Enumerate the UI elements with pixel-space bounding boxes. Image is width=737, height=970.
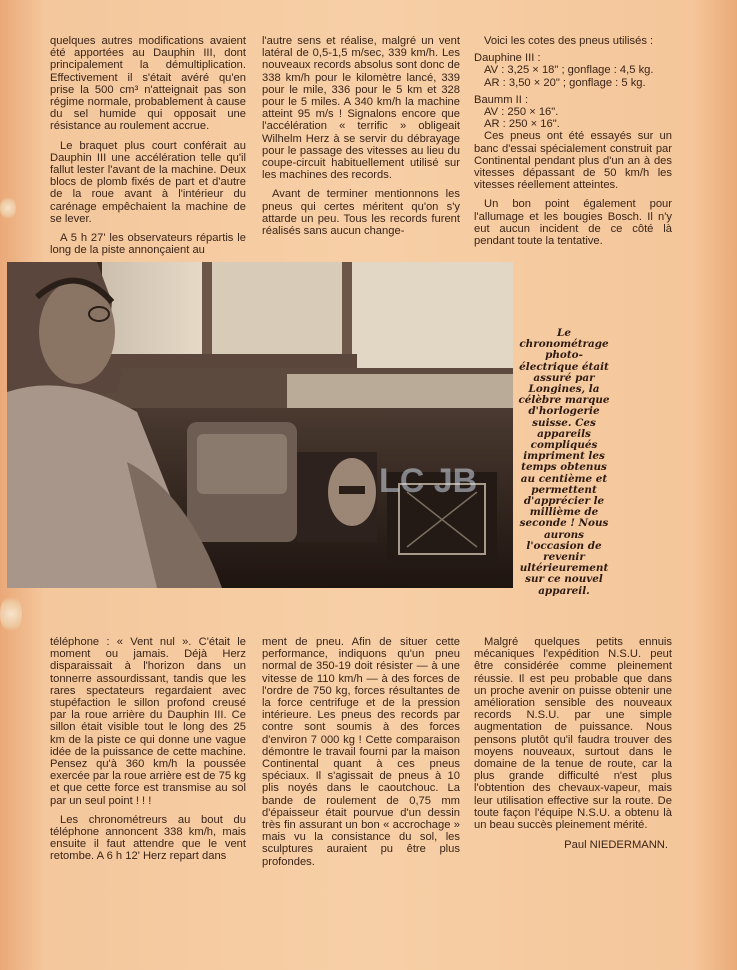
paragraph: Un bon point également pour l'allumage et les bougies Bosch. Il n'y eut aucun incident de ce côté là pendant toute la tentative. bbox=[474, 198, 672, 248]
article-column-2-top bbox=[262, 35, 460, 244]
tire-spec-line: AR : 250 × 16". bbox=[484, 118, 560, 131]
article-column-1-bottom bbox=[50, 636, 246, 870]
tire-spec-line: AV : 250 × 16". bbox=[484, 106, 559, 119]
tire-model-label: Dauphine III : bbox=[474, 52, 541, 65]
tire-spec-line: AV : 3,25 × 18" ; gonflage : 4,5 kg. bbox=[484, 64, 654, 77]
author-signature: Paul NIEDERMANN. bbox=[564, 839, 668, 852]
photo-caption: Le chronométrage photo-électrique était assuré par Longines, la célèbre marque d'horlogerie suisse. Ces appareils compliqués impriment les temps obtenus au centième et permettent d'apprécier le millième de seconde ! Nous aurons l'occasion de revenir ultérieurement sur ce nouvel appareil. bbox=[518, 327, 610, 597]
paragraph: Les chronométreurs au bout du téléphone annoncent 338 km/h, mais ensuite il faut attendre que le vent retombe. A 6 h 12' Herz repart dans bbox=[50, 813, 246, 863]
paragraph: ment de pneu. Afin de situer cette performance, indiquons qu'un pneu normal de 350-19 doit résister — à une vitesse de 110 km/h — à des forces de l'ordre de 750 kg, forces résultantes de la force centrifuge et de la pression intérieure. Les pneus des records par contre sont soumis à des forces d'environ 7 000 kg ! Cette comparaison démontre le travail fourni par la maison Continental quant à ces pneus spéciaux. Il s'agissait de pneus à 10 plis noyés dans le caoutchouc. La bande de roulement de 0,75 mm d'épaisseur était pourvue d'un dessin très fin assurant un bon « accrochage » mais vu la consistance du sol, les sculptures auraient pu être plus profondes. bbox=[262, 636, 460, 868]
paragraph: l'autre sens et réalise, malgré un vent latéral de 0,5-1,5 m/sec, 339 km/h. Les nouveaux records absolus sont donc de 338 km/h pour le kilomètre lancé, 339 pour le mile, 336 pour le 5 km et 328 pour le 5 miles. A 340 km/h la machine atteint 95 m/s ! Signalons encore que l'accélération « terrific » obligeait Wilhelm Herz à se servir du débrayage pour le passage des vitesses au lieu du coupe-circuit habituellement utilisé sur les machines des records. bbox=[262, 35, 460, 182]
timing-equipment-photo bbox=[7, 262, 513, 588]
paragraph: Malgré quelques petits ennuis mécaniques l'expédition N.S.U. peut être considérée comme pleinement réussie. Il est peu probable que dans un proche avenir on puisse obtenir une amélioration sensible des nouveaux records N.S.U. par une simple augmentation de puissance. Nous pensons plutôt qu'il faudra trouver des moyens nouveaux, surtout dans le domaine de la tenue de route, car la plus grande difficulté n'est plus l'obtention des chevaux-vapeur, mais leur utilisation effective sur la route. De toute façon l'équipe N.S.U. a obtenu là un beau succès pleinement mérité. bbox=[474, 636, 672, 832]
photo-illustration bbox=[7, 262, 513, 588]
watermark: LC JB bbox=[379, 462, 478, 500]
article-column-3-bottom bbox=[474, 636, 672, 851]
punch-hole bbox=[0, 196, 16, 220]
tire-model-label: Baumm II : bbox=[474, 93, 529, 106]
paragraph: téléphone : « Vent nul ». C'était le moment ou jamais. Déjà Herz disparaissait à l'horizon dans un tonnerre assourdissant, tandis que les rares spectateurs regardaient avec stupéfaction le sillon profond creusé par la roue arrière du Dauphin III. Ce sillon était visible tout le long des 25 km de la piste ce qui donne une vague idée de la puissance de cette machine. Pensez qu'à 360 km/h la poussée exercée par la roue arrière est de 75 kg et que cette force est transmise au sol par un seul point ! ! ! bbox=[50, 636, 246, 807]
punch-hole bbox=[0, 594, 22, 634]
paragraph: quelques autres modifications avaient été apportées au Dauphin III, dont principalement la démultiplication. Effectivement il s'était avéré qu'en prise la 500 cm³ n'atteignait pas son régime normale, probablement à cause du sel humide qui opposait une résistance au roulement accrue. bbox=[50, 35, 246, 133]
paragraph: Ces pneus ont été essayés sur un banc d'essai spécialement construit par Continental pendant plus d'un an à des vitesses dépassant de 50 km/h les vitesses réellement atteintes. bbox=[474, 130, 672, 192]
tire-specs-intro: Voici les cotes des pneus utilisés : bbox=[484, 35, 654, 47]
paragraph: Avant de terminer mentionnons les pneus qui certes méritent qu'on s'y attarde un peu. Tous les records furent réalisés sans aucun change- bbox=[262, 188, 460, 238]
article-column-3-top bbox=[474, 35, 672, 254]
article-column-2-bottom bbox=[262, 636, 460, 875]
tire-spec-line: AR : 3,50 × 20" ; gonflage : 5 kg. bbox=[484, 76, 646, 89]
paragraph: Le braquet plus court conférait au Dauphin III une accélération telle qu'il fallut lester l'avant de la machine. Deux blocs de plomb fixés de part et d'autre de la roue avant à l'intérieur du carénage empêchaient la machine de se lever. bbox=[50, 139, 246, 225]
paragraph: A 5 h 27' les observateurs répartis le long de la piste annonçaient au bbox=[50, 232, 246, 257]
article-column-1-top bbox=[50, 35, 246, 263]
